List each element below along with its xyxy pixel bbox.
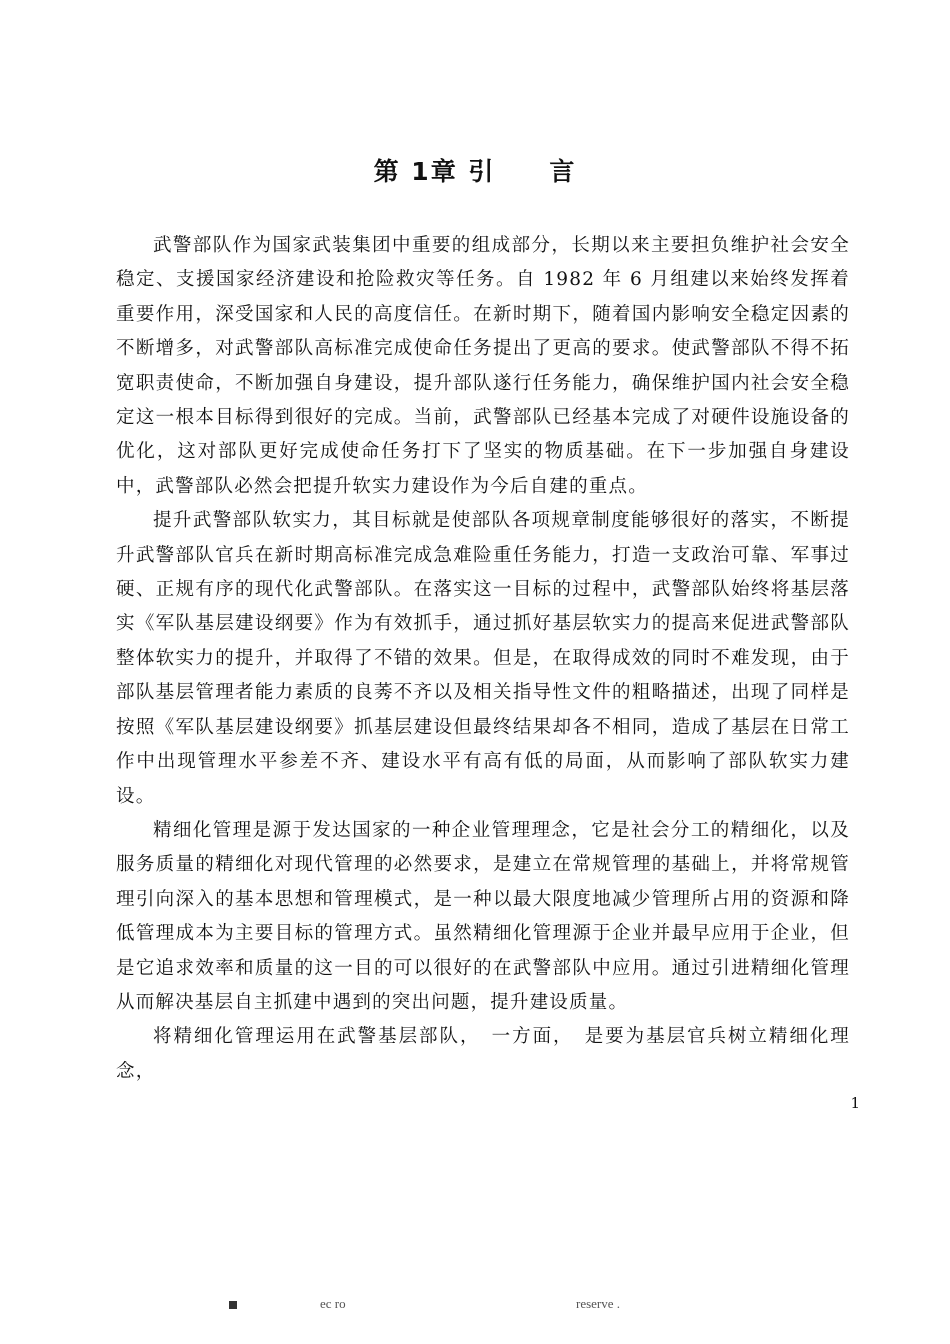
paragraph-4: 将精细化管理运用在武警基层部队， 一方面， 是要为基层官兵树立精细化理念， [116,1026,850,1082]
footer-square-icon [229,1301,237,1309]
paragraph-2: 提升武警部队软实力，其目标就是使部队各项规章制度能够很好的落实，不断提升武警部队官兵在新时期高标准完成急难险重任务能力，打造一支政治可靠、军事过硬、正规有序的现代化武警部队。在落实这一目标的过程中，武警部队始终将基层落实《军队基层建设纲要》作为有效抓手，通过抓好基层软实力的提高来促进武警部队整体软实力的提升，并取得了不错的效果。但是，在取得成效的同时不难发现，由于部队基层管理者能力素质的良莠不齐以及相关指导性文件的粗略描述，出现了同样是按照《军队基层建设纲要》抓基层建设但最终结果却各不相同，造成了基层在日常工作中出现管理水平参差不齐、建设水平有高有低的局面，从而影响了部队软实力建设。 [116,510,850,807]
chapter-title: 第 1章 引 言 [373,157,577,186]
paragraph-1: 武警部队作为国家武装集团中重要的组成部分，长期以来主要担负维护社会安全稳定、支援国家经济建设和抢险救灾等任务。自 1982 年 6 月组建以来始终发挥着重要作用，深受国家和人民的高度信任。在新时期下，随着国内影响安全稳定因素的不断增多，对武警部队高标准完成使命任务提出了更高的要求。使武警部队不得不拓宽职责使命，不断加强自身建设，提升部队遂行任务能力，确保维护国内社会安全稳定这一根本目标得到很好的完成。当前，武警部队已经基本完成了对硬件设施设备的优化，这对部队更好完成使命任务打下了坚实的物质基础。在下一步加强自身建设中，武警部队必然会把提升软实力建设作为今后自建的重点。 [116,235,850,497]
footer-right-fragment: reserve . [576,1296,621,1311]
page-footer [0,1296,950,1318]
paragraph-3: 精细化管理是源于发达国家的一种企业管理理念，它是社会分工的精细化，以及服务质量的精细化对现代管理的必然要求，是建立在常规管理的基础上，并将常规管理引向深入的基本思想和管理模式，是一种以最大限度地减少管理所占用的资源和降低管理成本为主要目标的管理方式。虽然精细化管理源于企业并最早应用于企业，但是它追求效率和质量的这一目的可以很好的在武警部队中应用。通过引进精细化管理从而解决基层自主抓建中遇到的突出问题，提升建设质量。 [116,819,850,1013]
footer-left-fragment: ec ro [320,1296,346,1311]
page-number: 1 [850,1094,860,1112]
chapter-body [116,229,850,1089]
